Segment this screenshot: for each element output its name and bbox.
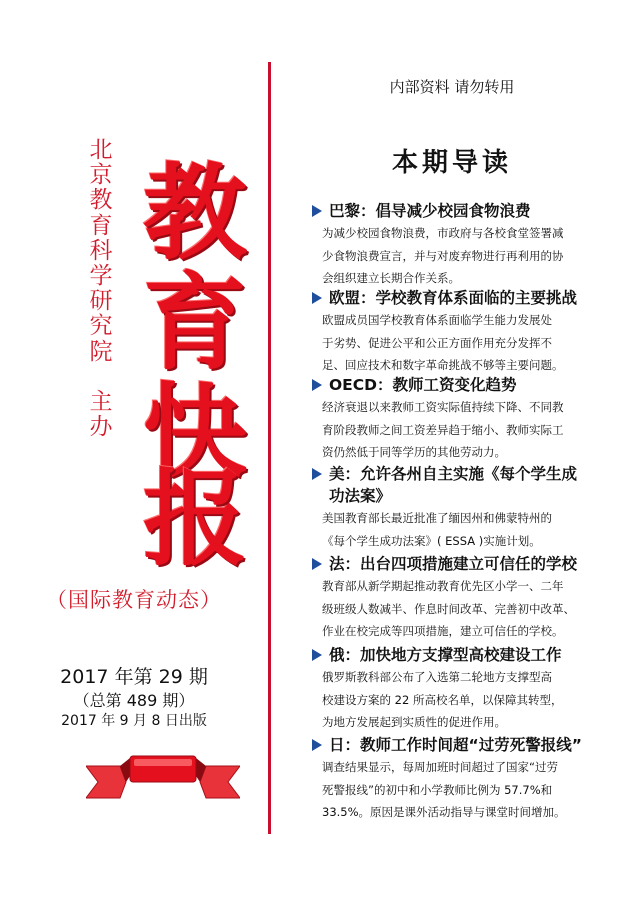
toc-item-text: 为减少校园食物浪费，市政府与各校食堂签署减 <box>322 226 564 240</box>
toc-item-heading: 俄：加快地方支撑型高校建设工作 <box>329 646 562 664</box>
toc-item-text: 于劣势、促进公平和公正方面作用充分发挥不 <box>322 335 552 350</box>
title-char: 报 <box>142 458 247 580</box>
toc-item-heading: 巴黎：倡导减少校园食物浪费 <box>329 202 531 220</box>
toc-item-heading: 美：允许各州自主实施《每个学生成 <box>329 465 578 483</box>
publication-date: 2017 年 9 月 8 日出版 <box>61 713 207 729</box>
organizer-char: 育 <box>89 212 113 239</box>
issue-number: 2017 年第 29 期 <box>60 666 208 688</box>
toc-item <box>312 374 620 464</box>
toc-item <box>312 287 620 377</box>
toc-item-text: 足、回应技术和数字革命挑战不够等主要问题。 <box>322 358 564 372</box>
toc-item-heading: OECD：教师工资变化趋势 <box>329 376 517 394</box>
organizer-char: 学 <box>89 263 113 290</box>
title-char: 育 <box>142 262 247 384</box>
organizer-vertical <box>86 138 116 440</box>
toc-item-text: 调查结果显示，每周加班时间超过了国家“过劳 <box>322 760 558 774</box>
toc-item <box>312 463 620 552</box>
triangle-bullet-icon <box>312 379 322 391</box>
organizer-char: 教 <box>89 187 113 214</box>
toc-item-text: 为地方发展起到实质性的促进作用。 <box>322 715 506 729</box>
organizer-char: 北 <box>89 137 113 163</box>
organizer-char: 科 <box>89 237 113 264</box>
toc-item-heading: 法：出台四项措施建立可信任的学校 <box>329 555 578 573</box>
toc-item-text: 育阶段教师之间工资差异趋于缩小、教师实际工 <box>322 422 564 437</box>
triangle-bullet-icon <box>312 468 322 480</box>
toc-item-text: 死警报线”的初中和小学教师比例为 57.7%和 <box>322 782 553 797</box>
toc-item <box>312 734 620 824</box>
toc-item-heading: 功法案》 <box>329 487 392 505</box>
toc-item-text: 教育部从新学期起推动教育优先区小学一、二年 <box>322 579 564 593</box>
cover-right-column <box>282 0 622 900</box>
triangle-bullet-icon <box>312 739 322 751</box>
toc-item-text: 俄罗斯教科部公布了入选第二轮地方支撑型高 <box>322 670 552 684</box>
organizer-char: 京 <box>89 162 113 189</box>
triangle-bullet-icon <box>312 558 322 570</box>
toc-item-text: 经济衰退以来教师工资实际值持续下降、不同教 <box>322 400 564 414</box>
toc-item-heading: 日：教师工作时间超“过劳死警报线” <box>329 736 582 754</box>
organizer-char: 主 <box>89 389 113 416</box>
toc-item <box>312 644 620 734</box>
organizer-gap <box>86 365 116 390</box>
toc-item-text: 欧盟成员国学校教育体系面临学生能力发展处 <box>322 313 552 327</box>
toc-item-text: 33.5%。原因是课外活动指导与课堂时间增加。 <box>322 805 566 819</box>
ribbon-decoration <box>86 752 240 802</box>
toc-item-text: 少食物浪费宣言，并与对废弃物进行再利用的协 <box>322 248 564 263</box>
toc-item-text: 级班级人数减半、作息时间改革、完善初中改革、 <box>322 601 575 616</box>
triangle-bullet-icon <box>312 205 322 217</box>
title-char: 教 <box>142 152 247 274</box>
organizer-char: 院 <box>89 338 113 365</box>
toc-item <box>312 553 620 643</box>
toc-title: 本期导读 <box>391 148 512 178</box>
organizer-char: 办 <box>89 414 113 441</box>
toc-item-text: 作业在校完成等四项措施，建立可信任的学校。 <box>322 624 564 638</box>
title-char: 快 <box>142 372 247 494</box>
toc-item-text: 美国教育部长最近批准了缅因州和佛蒙特州的 <box>322 511 552 525</box>
toc-item-heading: 欧盟：学校教育体系面临的主要挑战 <box>329 289 578 307</box>
triangle-bullet-icon <box>312 649 322 661</box>
toc-item-text: 《每个学生成功法案》( ESSA )实施计划。 <box>322 533 541 548</box>
toc-item-text: 资仍然低于同等学历的其他劳动力。 <box>322 445 506 459</box>
issue-total: （总第 489 期） <box>73 691 195 710</box>
vertical-divider <box>268 62 271 834</box>
subtitle: （国际教育动态） <box>46 588 222 612</box>
toc-item-text: 校建设方案的 22 所高校名单，以保障其转型， <box>322 692 563 707</box>
organizer-char: 研 <box>89 288 113 315</box>
organizer-char: 究 <box>89 313 113 340</box>
toc-item <box>312 200 620 290</box>
toc-item-text: 会组织建立长期合作关系。 <box>322 271 460 285</box>
triangle-bullet-icon <box>312 292 322 304</box>
cover-left-column <box>0 0 268 900</box>
internal-notice: 内部资料 请勿转用 <box>389 78 515 96</box>
